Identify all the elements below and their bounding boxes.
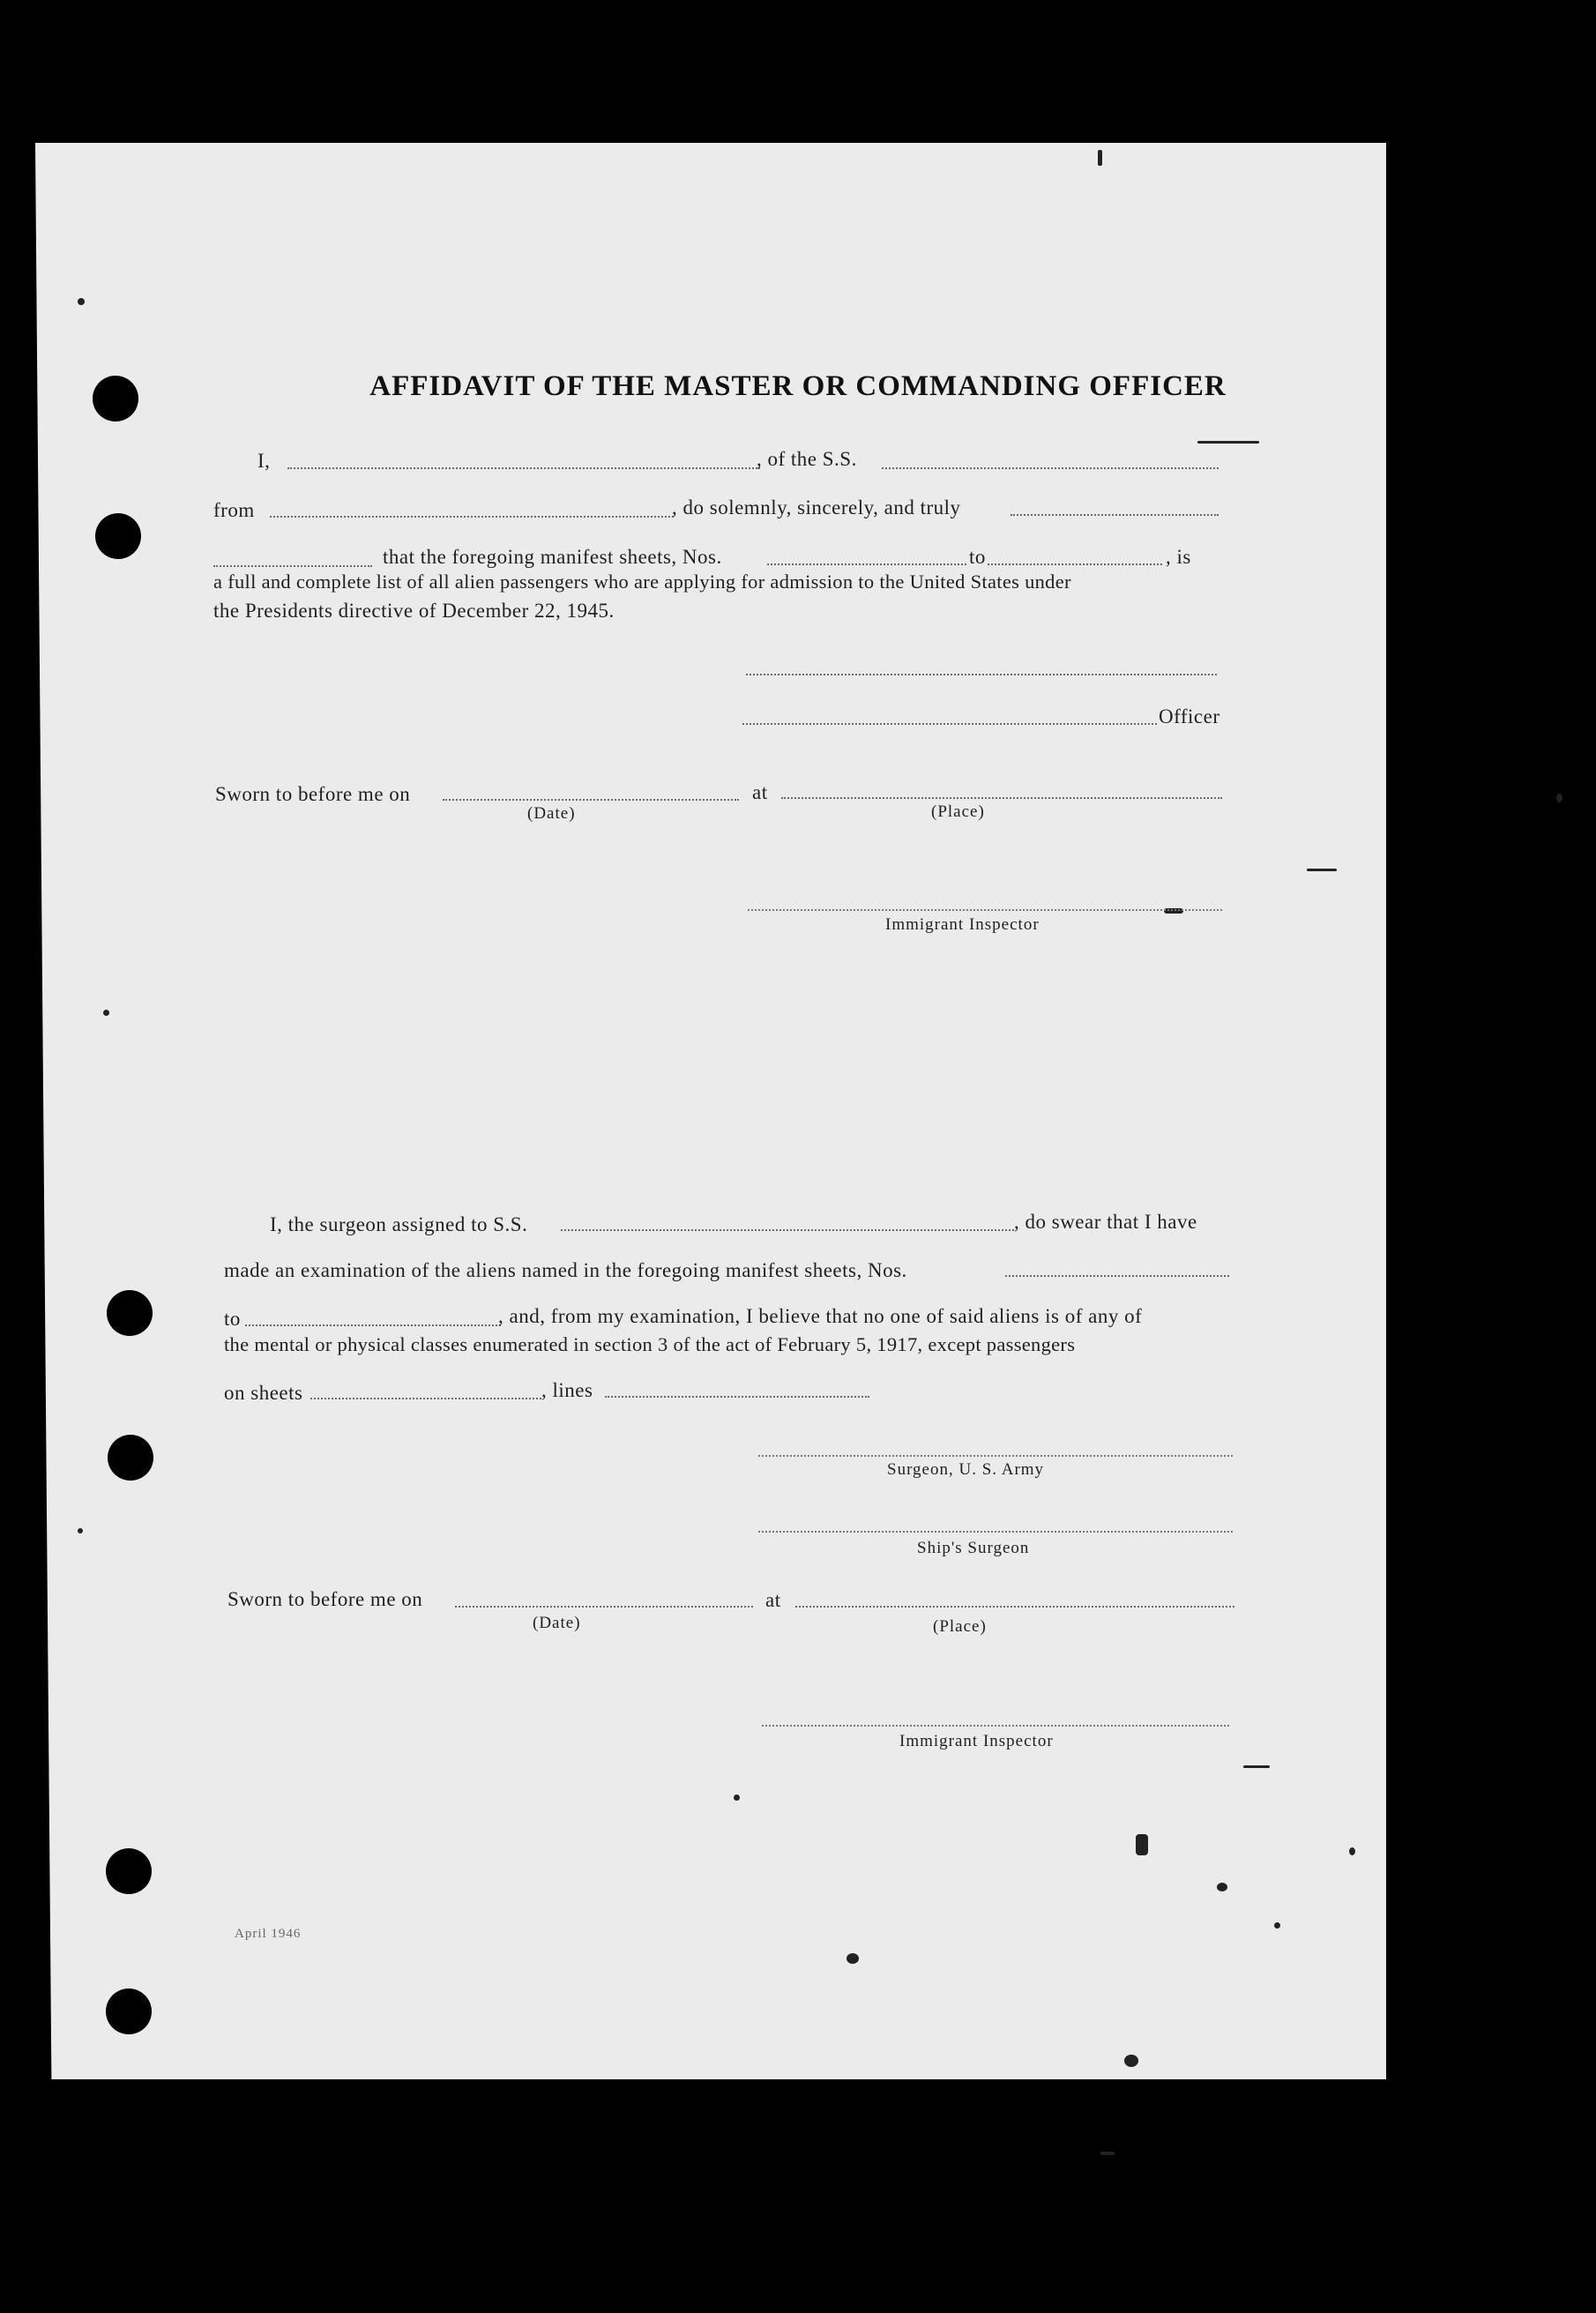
ship-surgeon-caption: Ship's Surgeon	[917, 1539, 1030, 1557]
master-of-ss-label: , of the S.S.	[757, 448, 857, 470]
scan-speck	[1243, 1765, 1270, 1768]
master-signature-line[interactable]	[746, 674, 1217, 675]
punch-hole	[108, 1435, 153, 1481]
scan-speck	[1274, 1922, 1280, 1929]
scan-speck	[1349, 1847, 1355, 1855]
master-inspector-caption: Immigrant Inspector	[885, 915, 1040, 934]
master-i-label: I,	[257, 450, 271, 472]
master-inspector-signature-line[interactable]	[748, 909, 1222, 911]
scan-speck	[1124, 2055, 1138, 2067]
army-surgeon-caption: Surgeon, U. S. Army	[887, 1460, 1045, 1479]
surgeon-sheets-field[interactable]	[310, 1398, 541, 1399]
master-body-line3: the Presidents directive of December 22, 1945.	[213, 600, 615, 622]
master-sheet-from-field[interactable]	[767, 563, 966, 565]
surgeon-lines-label: , lines	[541, 1379, 593, 1401]
surgeon-sworn-label: Sworn to before me on	[227, 1588, 423, 1610]
master-declare-field[interactable]	[1011, 514, 1219, 516]
master-from-label: from	[213, 499, 255, 521]
master-sworn-label: Sworn to before me on	[215, 783, 411, 805]
surgeon-line1-b: , do swear that I have	[1014, 1211, 1197, 1233]
surgeon-inspector-caption: Immigrant Inspector	[899, 1732, 1054, 1750]
surgeon-line2: made an examination of the aliens named in the foregoing manifest sheets, Nos.	[224, 1259, 907, 1281]
master-sworn-place-field[interactable]	[781, 797, 1222, 799]
surgeon-sheet-from-field[interactable]	[1005, 1275, 1229, 1277]
master-to-label: to	[969, 546, 986, 568]
officer-label: Officer	[1159, 705, 1220, 727]
master-body-line2: a full and complete list of all alien passengers who are applying for admission to the United States under	[213, 571, 1071, 593]
master-solemnly-text: , do solemnly, sincerely, and truly	[672, 496, 961, 519]
form-date-footer: April 1946	[235, 1927, 302, 1941]
army-surgeon-signature-line[interactable]	[758, 1455, 1233, 1457]
surgeon-ship-field[interactable]	[561, 1229, 1014, 1231]
surgeon-sheets-label: on sheets	[224, 1382, 303, 1404]
punch-hole	[106, 1848, 152, 1894]
master-at-label: at	[752, 781, 768, 803]
surgeon-sworn-date-field[interactable]	[455, 1606, 753, 1608]
form-page	[35, 143, 1386, 2079]
officer-signature-line[interactable]	[742, 723, 1157, 725]
surgeon-lines-field[interactable]	[605, 1396, 869, 1398]
master-declare-cont-field[interactable]	[213, 565, 372, 567]
master-ship-field[interactable]	[882, 467, 1219, 469]
master-sheet-to-field[interactable]	[988, 563, 1162, 565]
punch-hole	[107, 1290, 153, 1336]
scan-speck	[78, 1528, 83, 1533]
scan-speck	[734, 1794, 740, 1801]
punch-hole	[106, 1988, 152, 2034]
punch-hole	[95, 513, 141, 559]
surgeon-to-label: to	[224, 1308, 241, 1330]
surgeon-line4: the mental or physical classes enumerated in section 3 of the act of February 5, 1917, except passengers	[224, 1333, 1076, 1355]
scan-speck	[1136, 1834, 1148, 1855]
master-date-caption: (Date)	[527, 804, 576, 823]
surgeon-line1-a: I, the surgeon assigned to S.S.	[270, 1213, 528, 1235]
form-title: AFFIDAVIT OF THE MASTER OR COMMANDING OFFICER	[369, 370, 1227, 402]
surgeon-inspector-signature-line[interactable]	[762, 1725, 1229, 1727]
surgeon-sheet-to-field[interactable]	[245, 1324, 501, 1326]
scan-speck	[78, 298, 85, 305]
surgeon-place-caption: (Place)	[933, 1617, 987, 1636]
ship-surgeon-signature-line[interactable]	[758, 1531, 1233, 1533]
scan-speck	[1100, 2152, 1115, 2155]
surgeon-at-label: at	[765, 1589, 781, 1611]
scan-speck	[103, 1010, 109, 1016]
master-sworn-date-field[interactable]	[443, 799, 739, 801]
surgeon-date-caption: (Date)	[533, 1614, 581, 1632]
scan-speck	[1098, 150, 1102, 166]
master-foregoing-text: that the foregoing manifest sheets, Nos.	[383, 546, 722, 568]
surgeon-line3-b: , and, from my examination, I believe that no one of said aliens is of any of	[498, 1305, 1143, 1327]
master-name-field[interactable]	[287, 467, 760, 469]
scan-speck	[1197, 441, 1259, 444]
scan-speck	[1307, 869, 1337, 871]
master-port-field[interactable]	[270, 516, 674, 518]
surgeon-sworn-place-field[interactable]	[795, 1606, 1234, 1608]
master-is-label: , is	[1166, 546, 1191, 568]
scan-speck	[846, 1953, 859, 1964]
master-place-caption: (Place)	[931, 802, 985, 821]
scan-speck	[1556, 794, 1562, 802]
scan-speck	[1217, 1883, 1227, 1891]
